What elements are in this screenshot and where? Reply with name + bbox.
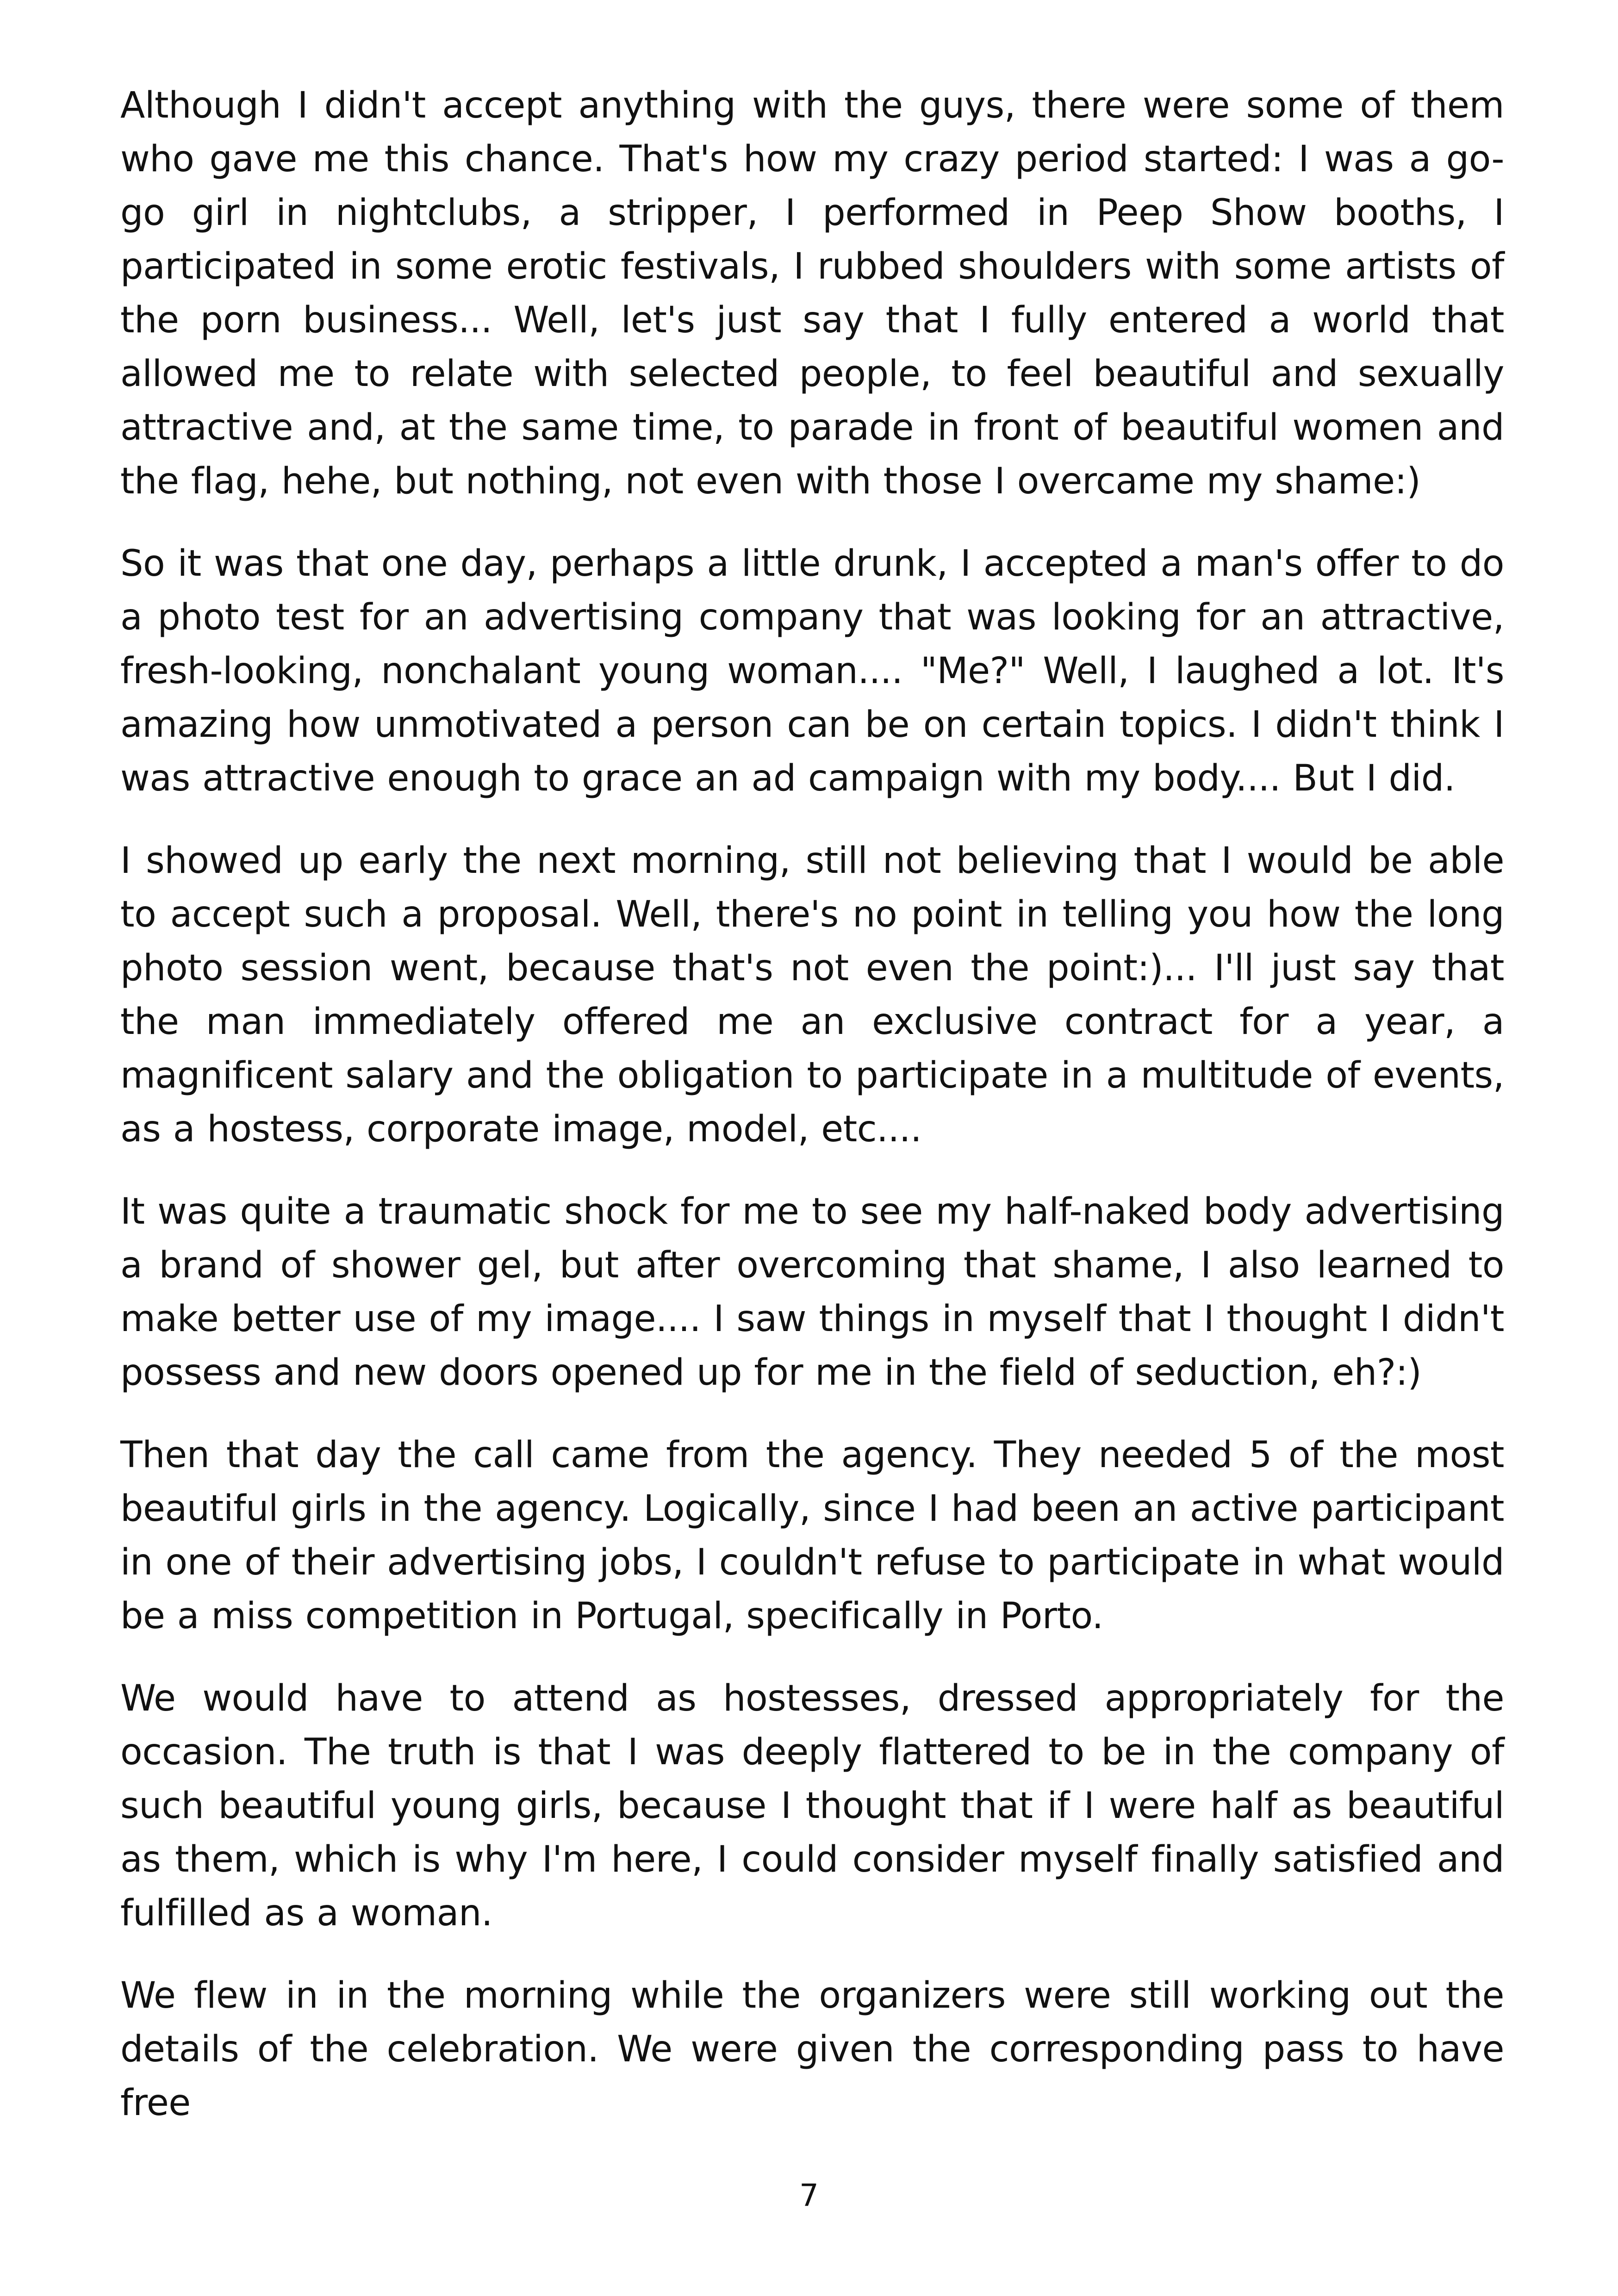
document-body bbox=[120, 79, 1504, 2159]
paragraph-3: I showed up early the next morning, still not believing that I would be able to accept such a proposal. Well, there's no point in telling you how the long photo session went, because that's not even the point:)... I'll just say that the man immediately offered me an exclusive contract for a year, a magnificent salary and the obligation to participate in a multitude of events, as a hostess, corporate image, model, etc.... bbox=[120, 840, 1504, 1150]
paragraph-4: It was quite a traumatic shock for me to see my half-naked body advertising a brand of shower gel, but after overcoming that shame, I also learned to make better use of my image.... I saw things in myself that I thought I didn't possess and new doors opened up for me in the field of seduction, eh?:) bbox=[120, 1191, 1504, 1394]
page-number: 7 bbox=[799, 2178, 819, 2213]
paragraph-2: So it was that one day, perhaps a little drunk, I accepted a man's offer to do a photo test for an advertising company that was looking for an attractive, fresh-looking, nonchalant young woman.... "Me?" Well, I laughed a lot. It's amazing how unmotivated a person can be on certain topics. I didn't think I was attractive enough to grace an ad campaign with my body.... But I did. bbox=[120, 543, 1504, 799]
paragraph-7: We flew in in the morning while the organizers were still working out the details of the celebration. We were given the corresponding pass to have free bbox=[120, 1975, 1504, 2124]
paragraph-1: Although I didn't accept anything with the guys, there were some of them who gave me this chance. That's how my crazy period started: I was a go-go girl in nightclubs, a stripper, I performed in Peep Show booths, I participated in some erotic festivals, I rubbed shoulders with some artists of the porn business... Well, let's just say that I fully entered a world that allowed me to relate with selected people, to feel beautiful and sexually attractive and, at the same time, to parade in front of beautiful women and the flag, hehe, but nothing, not even with those I overcame my shame:) bbox=[120, 85, 1504, 502]
paragraph-6: We would have to attend as hostesses, dressed appropriately for the occasion. The truth is that I was deeply flattered to be in the company of such beautiful young girls, because I thought that if I were half as beautiful as them, which is why I'm here, I could consider myself finally satisfied and fulfilled as a woman. bbox=[120, 1678, 1504, 1934]
paragraph-5: Then that day the call came from the agency. They needed 5 of the most beautiful girls in the agency. Logically, since I had been an active participant in one of their advertising jobs, I couldn't refuse to participate in what would be a miss competition in Portugal, specifically in Porto. bbox=[120, 1434, 1504, 1637]
